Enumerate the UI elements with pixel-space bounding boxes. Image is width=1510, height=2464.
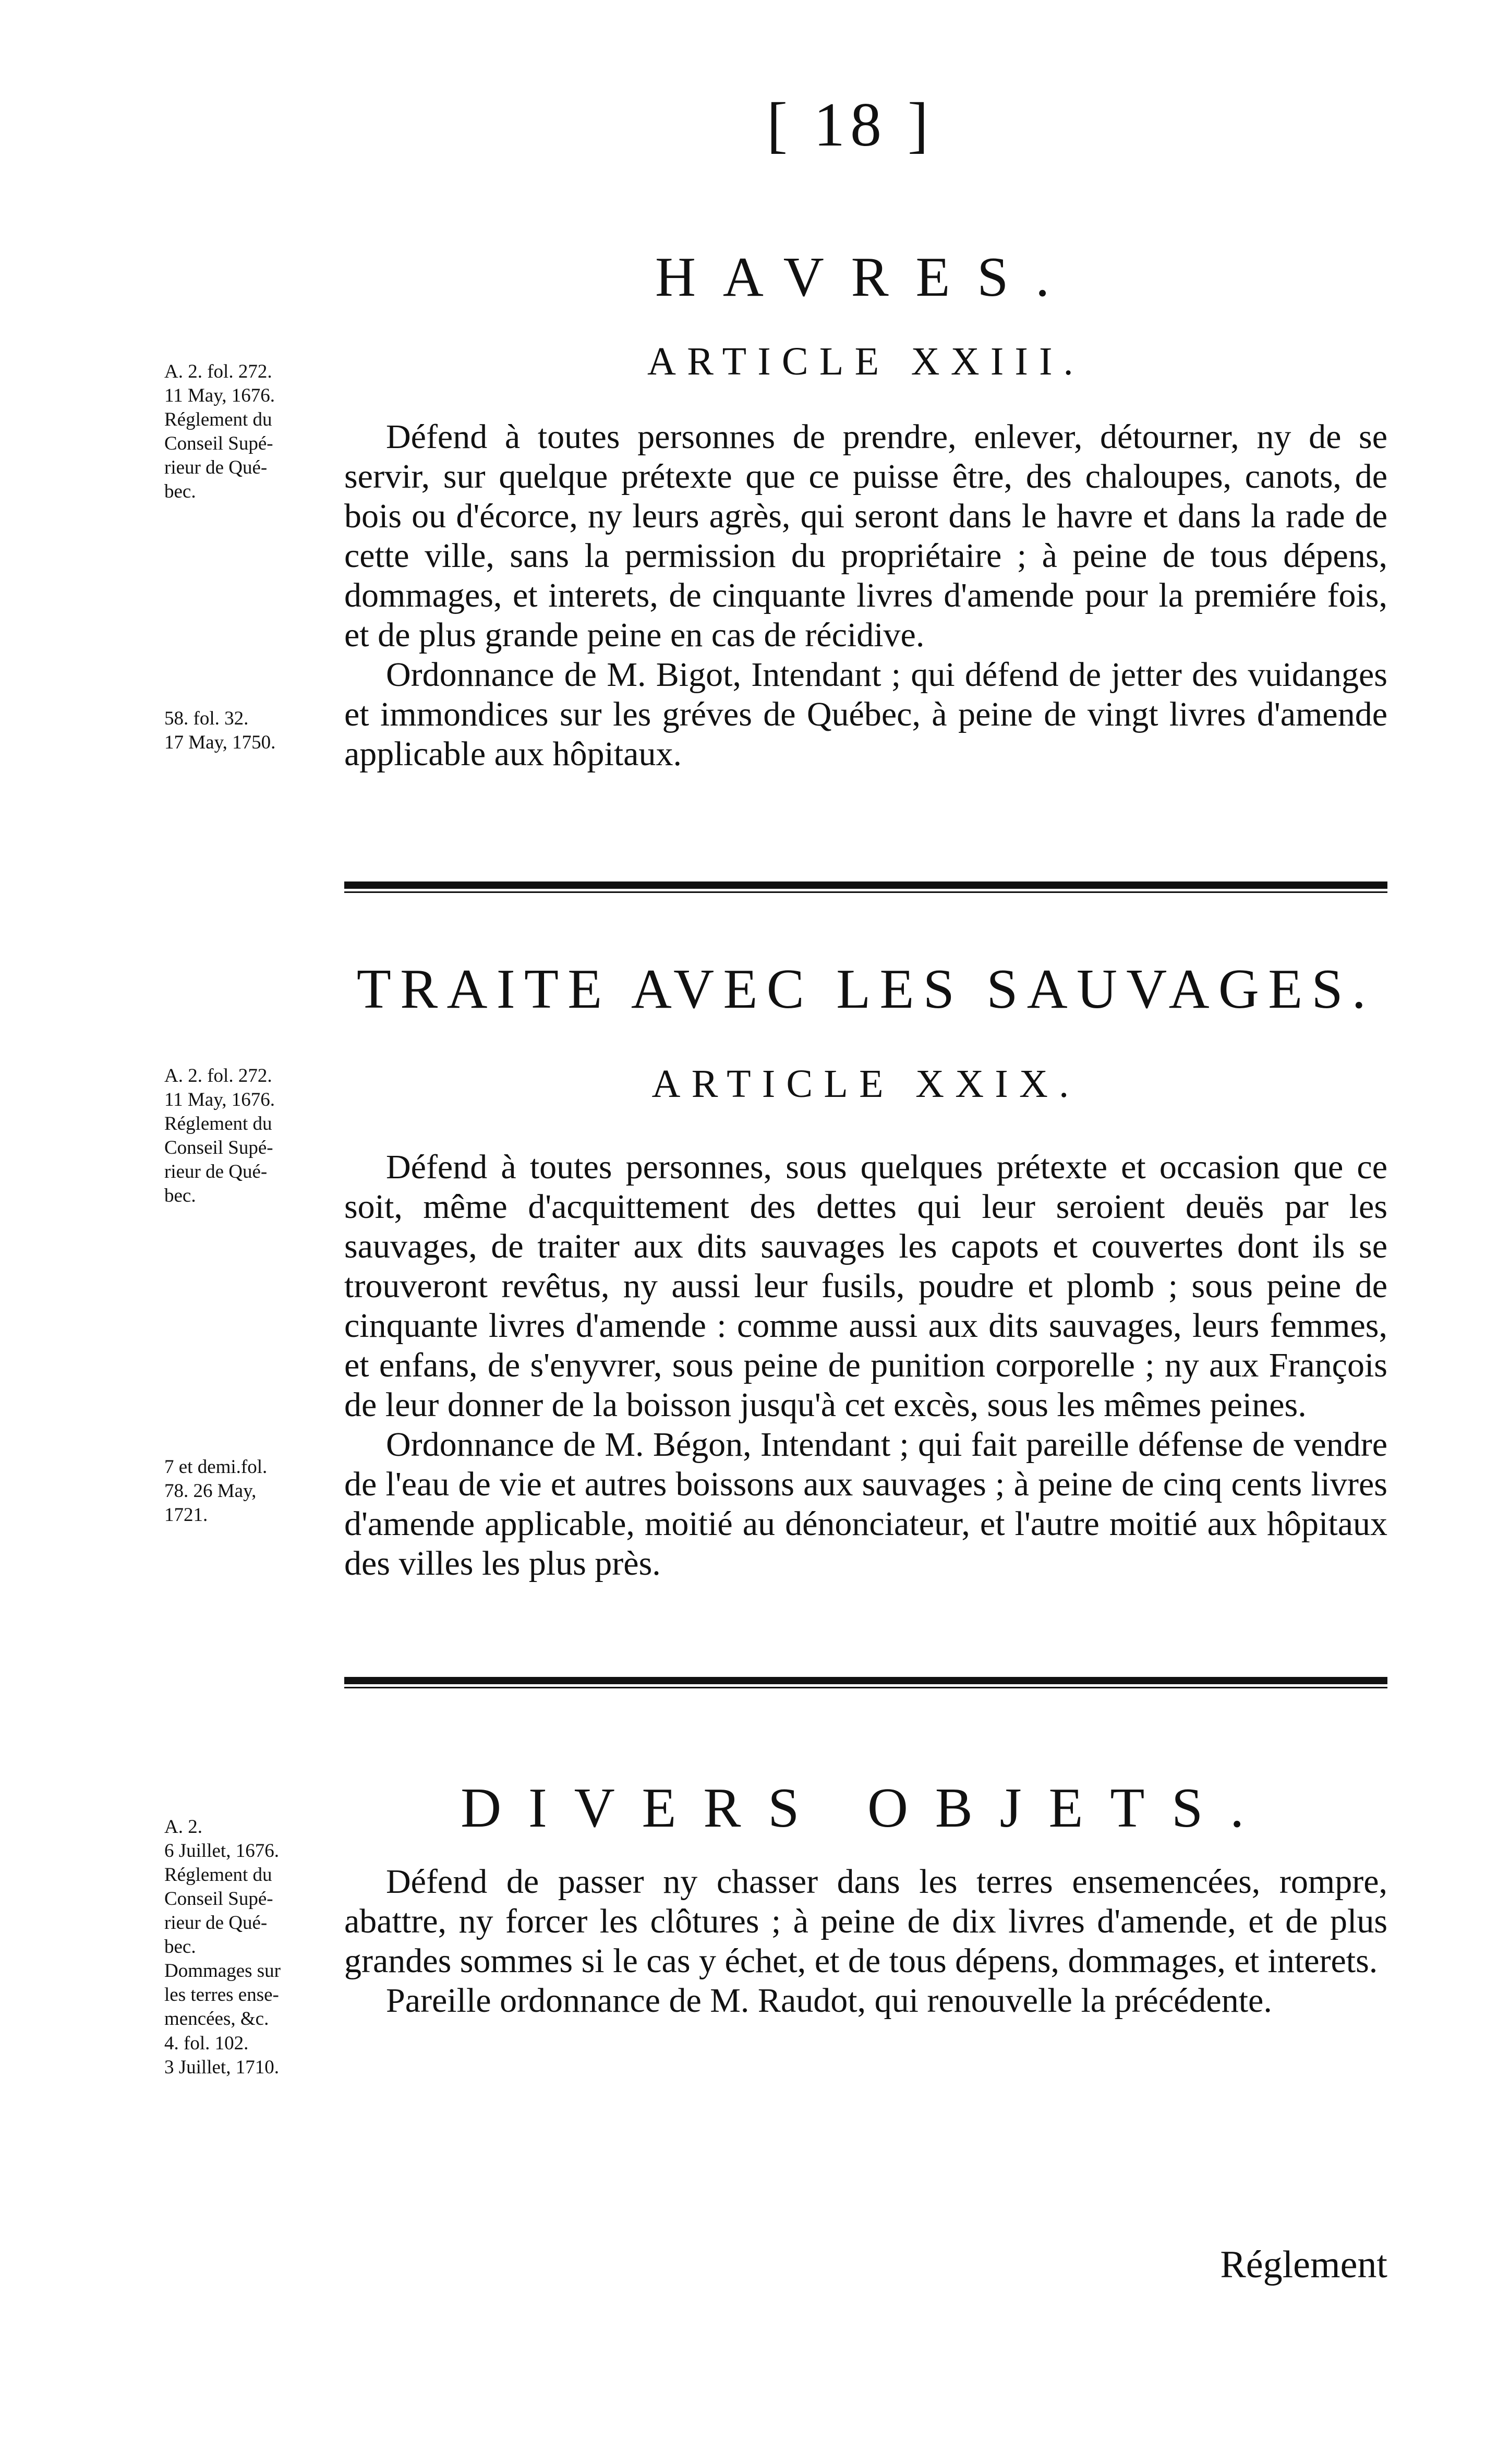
- margin-note-line: Réglement du: [164, 409, 272, 430]
- article-heading-xxiii: ARTICLE XXIII.: [647, 340, 1084, 383]
- margin-note-line: bec.: [164, 481, 196, 502]
- paragraph: Défend de passer ny chasser dans les terres ensemencées, rompre, abattre, ny forcer les clôtures ; à peine de dix livres d'amende, et de plus grandes sommes si le cas y échet, et de tous dépens, dommages, et interets.: [344, 1863, 1387, 1980]
- section-divider: [344, 881, 1387, 893]
- section-title-havres: HAVRES.: [655, 246, 1077, 308]
- margin-note-reference: [164, 2032, 336, 2080]
- margin-note-line: 7 et demi.fol.: [164, 1456, 268, 1478]
- margin-note-line: 11 May, 1676.: [164, 385, 275, 406]
- margin-note-line: les terres ense-: [164, 1984, 279, 2006]
- margin-note-line: 3 Juillet, 1710.: [164, 2057, 279, 2078]
- margin-note-reference: [164, 1064, 336, 1208]
- page-number: [ 18 ]: [767, 90, 934, 159]
- paragraph: Pareille ordonnance de M. Raudot, qui renouvelle la précédente.: [386, 1982, 1272, 2020]
- section-title-divers: DIVERS OBJETS.: [461, 1777, 1271, 1839]
- article-heading-xxix: ARTICLE XXIX.: [651, 1062, 1080, 1106]
- margin-note-line: 6 Juillet, 1676.: [164, 1840, 279, 1862]
- margin-note-line: 1721.: [164, 1504, 208, 1526]
- margin-note-line: 58. fol. 32.: [164, 708, 249, 729]
- paragraph: Défend à toutes personnes, sous quelques prétexte et occasion que ce soit, même d'acquittement des dettes qui leur seroient deuës par les sauvages, de traiter aux dits sauvages les capots et couvertes dont ils se trouveront revêtus, ny aussi leur fusils, poudre et plomb ; sous peine de cinquante livres d'amende : comme aussi aux dits sauvages, leurs femmes, et enfans, de s'enyvrer, sous peine de punition corporelle ; ny aux François de leur donner de la boisson jusqu'à cet excès, sous les mêmes peines.: [344, 1148, 1387, 1424]
- section-divider: [344, 1677, 1387, 1688]
- margin-note-line: rieur de Qué-: [164, 1161, 268, 1182]
- margin-note-line: A. 2.: [164, 1816, 202, 1838]
- margin-note-line: Conseil Supé-: [164, 433, 273, 454]
- section-body-divers: [344, 1862, 1387, 2021]
- margin-note-line: bec.: [164, 1185, 196, 1206]
- margin-note-line: Réglement du: [164, 1864, 272, 1886]
- margin-note-line: 78. 26 May,: [164, 1480, 257, 1502]
- margin-note-line: mencées, &c.: [164, 2008, 269, 2030]
- margin-note-line: 17 May, 1750.: [164, 732, 276, 753]
- margin-note-reference: [164, 1455, 336, 1527]
- section-body-havres: [344, 417, 1387, 774]
- catchword: Réglement: [1220, 2243, 1387, 2286]
- margin-note-line: Conseil Supé-: [164, 1137, 273, 1158]
- margin-note-line: rieur de Qué-: [164, 457, 268, 478]
- paragraph: Ordonnance de M. Bégon, Intendant ; qui fait pareille défense de vendre de l'eau de vie et autres boissons aux sauvages ; à peine de cinq cents livres d'amende applicable, moitié au dénonciateur, et l'autre moitié aux hôpitaux des villes les plus près.: [344, 1426, 1387, 1583]
- paragraph: Ordonnance de M. Bigot, Intendant ; qui défend de jetter des vuidanges et immondices sur les gréves de Québec, à peine de vingt livres d'amende applicable aux hôpitaux.: [344, 656, 1387, 773]
- margin-note-line: Réglement du: [164, 1113, 272, 1134]
- section-body-traite: [344, 1148, 1387, 1584]
- margin-note-line: bec.: [164, 1936, 196, 1958]
- margin-note-reference: [164, 360, 336, 504]
- margin-note-line: 4. fol. 102.: [164, 2033, 249, 2054]
- paragraph: Défend à toutes personnes de prendre, enlever, détourner, ny de se servir, sur quelque prétexte que ce puisse être, des chaloupes, canots, de bois ou d'écorce, ny leurs agrès, qui seront dans le havre et dans la rade de cette ville, sans la permission du propriétaire ; à peine de tous dépens, dommages, et interets, de cinquante livres d'amende pour la premiére fois, et de plus grande peine en cas de récidive.: [344, 418, 1387, 654]
- section-title-traite: TRAITE AVEC LES SAUVAGES.: [356, 958, 1375, 1020]
- margin-note-line: rieur de Qué-: [164, 1912, 268, 1934]
- margin-note-line: Conseil Supé-: [164, 1888, 273, 1910]
- margin-note-line: A. 2. fol. 272.: [164, 361, 272, 382]
- margin-note-reference: [164, 707, 336, 755]
- margin-note-line: A. 2. fol. 272.: [164, 1065, 272, 1086]
- margin-note-reference: [164, 1815, 336, 2031]
- margin-note-line: 11 May, 1676.: [164, 1089, 275, 1110]
- margin-note-line: Dommages sur: [164, 1960, 281, 1982]
